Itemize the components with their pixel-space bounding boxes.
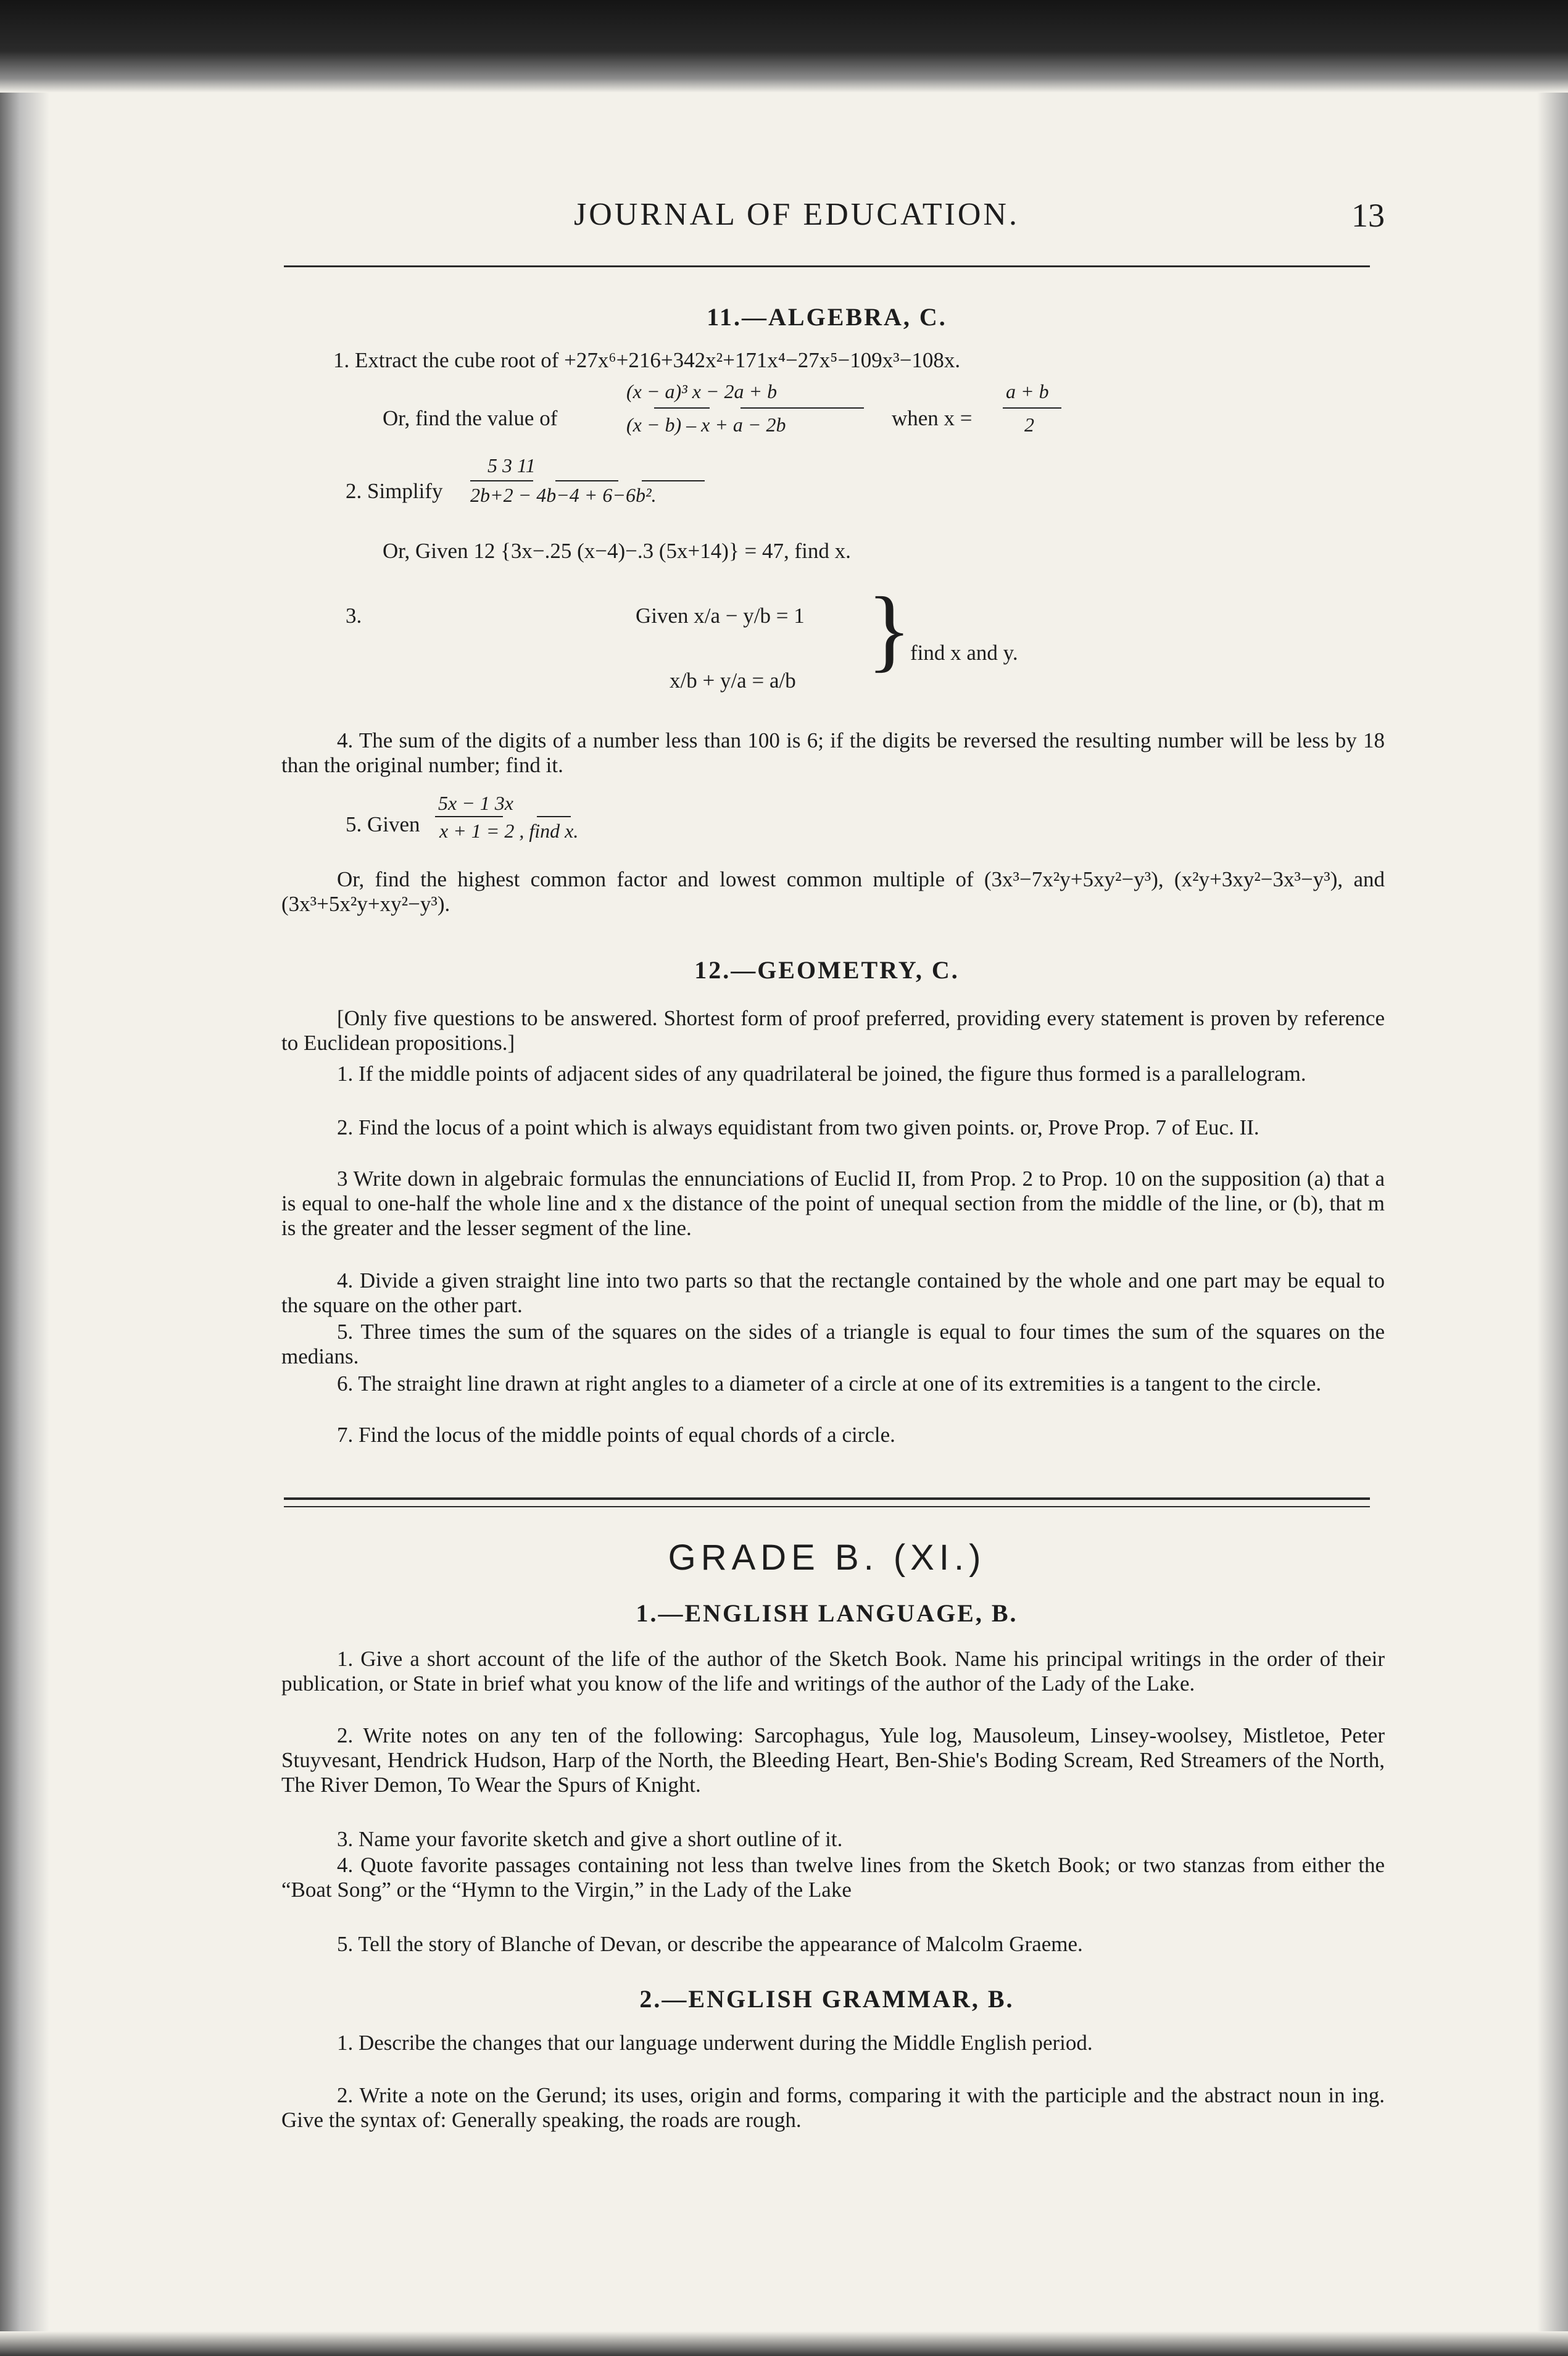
fraction-bar — [435, 816, 503, 817]
algebra-q2-numerators: 5 3 11 — [487, 454, 536, 477]
algebra-q3-second: x/b + y/a = a/b — [670, 668, 796, 693]
algebra-q5-fraction-bottom: x + 1 = 2 , find x. — [439, 820, 579, 842]
english-language-item-1: 1. Give a short account of the life of the author of the Sketch Book. Name his principal writings in the order of their publication, or State in brief what you know of the life and writings of the author of the Lady of the Lake. — [281, 1647, 1385, 1696]
algebra-q3-given: Given x/a − y/b = 1 — [636, 604, 805, 628]
algebra-q5-fraction-top: 5x − 1 3x — [438, 792, 513, 814]
algebra-q1-fraction-top: (x − a)³ x − 2a + b — [626, 380, 778, 402]
geometry-item-1: 1. If the middle points of adjacent sides of any quadrilateral be joined, the figure thus formed is a parallelogram. — [337, 1062, 1306, 1086]
grade-rule-thin — [284, 1506, 1370, 1507]
geometry-item-3: 3 Write down in algebraic formulas the ennunciations of Euclid II, from Prop. 2 to Prop. 10 on the supposition (a) that a is equal to one-half the whole line and x the distance of the point of unequal section from the middle of the line, or (b), that m is the greater and the lesser segment of the line. — [281, 1167, 1385, 1240]
fraction-bar — [654, 407, 710, 409]
geometry-item-7: 7. Find the locus of the middle points of equal chords of a circle. — [337, 1423, 895, 1447]
english-language-item-3: 3. Name your favorite sketch and give a short outline of it. — [337, 1827, 843, 1851]
geometry-item-5: 5. Three times the sum of the squares on the sides of a triangle is equal to four times the sum of the squares on the medians. — [281, 1320, 1385, 1368]
fraction-bar — [537, 816, 571, 817]
algebra-q4: 4. The sum of the digits of a number less than 100 is 6; if the digits be reversed the resulting number will be less by 18 than the original number; find it. — [281, 728, 1385, 777]
algebra-q1-when-bottom: 2 — [1024, 414, 1034, 436]
algebra-q1: 1. Extract the cube root of +27x⁶+216+342x²+171x⁴−27x⁵−109x³−108x. — [333, 348, 961, 372]
algebra-heading: 11.—ALGEBRA, C. — [707, 303, 947, 331]
english-language-heading: 1.—ENGLISH LANGUAGE, B. — [636, 1599, 1018, 1627]
algebra-q2-lead: 2. Simplify — [346, 479, 443, 503]
scan-bottom-edge — [0, 2331, 1568, 2356]
algebra-q1-when-top: a + b — [1006, 380, 1049, 402]
fraction-bar — [555, 480, 618, 481]
running-head: JOURNAL OF EDUCATION. — [574, 197, 1019, 232]
grade-rule — [284, 1497, 1370, 1500]
right-brace-icon: } — [867, 578, 911, 681]
algebra-q1-fraction-bottom: (x − b) – x + a − 2b — [626, 414, 786, 436]
algebra-q1-or-lead: Or, find the value of — [383, 406, 558, 430]
fraction-bar — [642, 480, 705, 481]
geometry-intro: [Only five questions to be answered. Shortest form of proof preferred, providing every statement is proven by reference to Euclidean propositions.] — [281, 1006, 1385, 1055]
english-language-item-2: 2. Write notes on any ten of the following: Sarcophagus, Yule log, Mausoleum, Linsey-woolsey, Mistletoe, Peter Stuyvesant, Hendrick Hudson, Harp of the North, the Bleeding Heart, Ben-Shie's Boding Scream, Red Streamers of the North, The River Demon, To Wear the Spurs of Knight. — [281, 1723, 1385, 1797]
scan-right-edge — [1537, 93, 1568, 2356]
english-language-item-4: 4. Quote favorite passages containing not less than twelve lines from the Sketch Book; or two stanzas from either the “Boat Song” or the “Hymn to the Virgin,” in the Lady of the Lake — [281, 1853, 1385, 1902]
geometry-item-2: 2. Find the locus of a point which is always equidistant from two given points. or, Prove Prop. 7 of Euc. II. — [337, 1115, 1259, 1139]
english-grammar-heading: 2.—ENGLISH GRAMMAR, B. — [639, 1985, 1014, 2013]
scan-left-binding — [0, 93, 49, 2356]
english-grammar-item-2: 2. Write a note on the Gerund; its uses, origin and forms, comparing it with the participle and the abstract noun in ing. Give the syntax of: Generally speaking, the roads are rough. — [281, 2083, 1385, 2132]
english-grammar-item-1: 1. Describe the changes that our language underwent during the Middle English period. — [337, 2031, 1093, 2055]
algebra-q5-lead: 5. Given — [346, 812, 420, 836]
algebra-q3-number: 3. — [346, 604, 362, 628]
geometry-heading: 12.—GEOMETRY, C. — [694, 956, 960, 984]
fraction-bar — [1003, 407, 1061, 409]
algebra-q3-find: find x and y. — [910, 641, 1018, 665]
geometry-item-6: 6. The straight line drawn at right angles to a diameter of a circle at one of its extremities is a tangent to the circle. — [337, 1372, 1322, 1396]
page-number: 13 — [1351, 197, 1385, 234]
algebra-q2-or: Or, Given 12 {3x−.25 (x−4)−.3 (5x+14)} = 47, find x. — [383, 539, 851, 563]
fraction-bar — [470, 480, 533, 481]
english-language-item-5: 5. Tell the story of Blanche of Devan, or describe the appearance of Malcolm Graeme. — [337, 1932, 1083, 1956]
header-rule — [284, 265, 1370, 267]
geometry-item-4: 4. Divide a given straight line into two parts so that the rectangle contained by the whole and one part may be equal to the square on the other part. — [281, 1268, 1385, 1317]
algebra-q2-denominators: 2b+2 − 4b−4 + 6−6b². — [470, 484, 657, 506]
scan-top-shadow — [0, 0, 1568, 93]
fraction-bar — [740, 407, 864, 409]
algebra-q1-or-mid: when x = — [892, 406, 973, 430]
algebra-q5-or: Or, find the highest common factor and lowest common multiple of (3x³−7x²y+5xy²−y³), (x²y+3xy²−3x³−y³), and (3x³+5x²y+xy²−y³). — [281, 867, 1385, 916]
grade-heading: GRADE B. (XI.) — [668, 1538, 986, 1578]
